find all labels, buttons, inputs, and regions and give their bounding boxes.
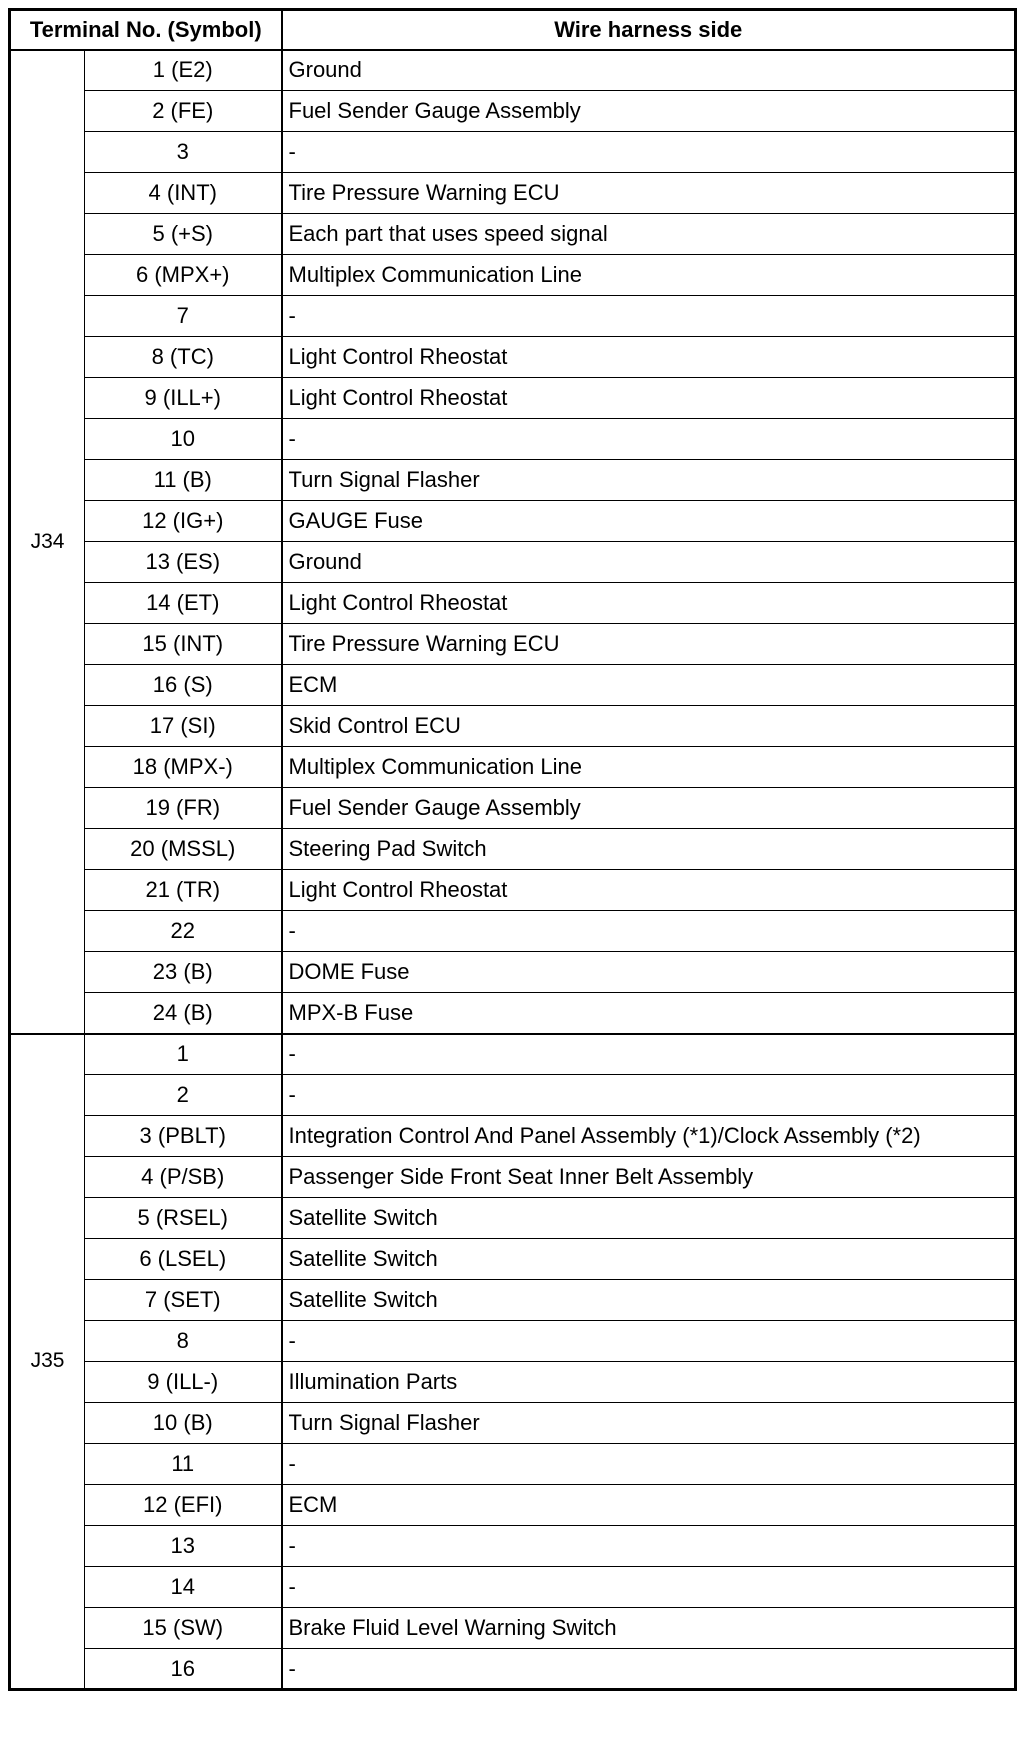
- terminal-cell: 15 (INT): [85, 624, 282, 665]
- wire-harness-cell: Integration Control And Panel Assembly (*1)/Clock Assembly (*2): [282, 1116, 1016, 1157]
- wire-harness-cell: Each part that uses speed signal: [282, 214, 1016, 255]
- table-row: [10, 132, 1016, 173]
- wire-harness-cell: -: [282, 296, 1016, 337]
- wire-harness-cell: Skid Control ECU: [282, 706, 1016, 747]
- terminal-cell: 1 (E2): [85, 50, 282, 91]
- wire-harness-cell: Steering Pad Switch: [282, 829, 1016, 870]
- terminal-cell: 14: [85, 1567, 282, 1608]
- wire-harness-cell: Ground: [282, 542, 1016, 583]
- connector-cell: J35: [10, 1034, 85, 1690]
- terminal-cell: 13: [85, 1526, 282, 1567]
- table-row: [10, 214, 1016, 255]
- terminal-cell: 1: [85, 1034, 282, 1075]
- table-row: [10, 1198, 1016, 1239]
- terminal-cell: 21 (TR): [85, 870, 282, 911]
- terminal-cell: 19 (FR): [85, 788, 282, 829]
- wire-harness-cell: Satellite Switch: [282, 1198, 1016, 1239]
- connector-group-j34: [10, 50, 1016, 1034]
- terminal-cell: 16: [85, 1649, 282, 1690]
- terminal-cell: 2: [85, 1075, 282, 1116]
- wire-harness-cell: -: [282, 1649, 1016, 1690]
- wire-harness-cell: Ground: [282, 50, 1016, 91]
- terminal-cell: 10 (B): [85, 1403, 282, 1444]
- wire-harness-column-header: Wire harness side: [282, 10, 1016, 50]
- terminal-cell: 22: [85, 911, 282, 952]
- terminal-cell: 13 (ES): [85, 542, 282, 583]
- terminal-cell: 4 (P/SB): [85, 1157, 282, 1198]
- table-row: [10, 1649, 1016, 1690]
- table-row: [10, 1485, 1016, 1526]
- wire-harness-cell: Brake Fluid Level Warning Switch: [282, 1608, 1016, 1649]
- terminal-cell: 6 (MPX+): [85, 255, 282, 296]
- wire-harness-cell: -: [282, 1321, 1016, 1362]
- table-row: [10, 624, 1016, 665]
- wire-harness-cell: Turn Signal Flasher: [282, 460, 1016, 501]
- terminal-cell: 18 (MPX-): [85, 747, 282, 788]
- terminal-cell: 8: [85, 1321, 282, 1362]
- wire-harness-cell: MPX-B Fuse: [282, 993, 1016, 1034]
- wire-harness-cell: Fuel Sender Gauge Assembly: [282, 91, 1016, 132]
- table-row: [10, 1116, 1016, 1157]
- terminal-cell: 12 (EFI): [85, 1485, 282, 1526]
- wire-harness-cell: Turn Signal Flasher: [282, 1403, 1016, 1444]
- terminal-cell: 24 (B): [85, 993, 282, 1034]
- terminal-cell: 10: [85, 419, 282, 460]
- table-row: [10, 1239, 1016, 1280]
- table-row: [10, 993, 1016, 1034]
- table-row: [10, 706, 1016, 747]
- terminal-column-header: Terminal No. (Symbol): [10, 10, 282, 50]
- table-row: [10, 1157, 1016, 1198]
- table-row: [10, 50, 1016, 91]
- wire-harness-cell: ECM: [282, 1485, 1016, 1526]
- table-row: [10, 952, 1016, 993]
- terminal-cell: 11 (B): [85, 460, 282, 501]
- wire-harness-cell: -: [282, 1526, 1016, 1567]
- table-row: [10, 296, 1016, 337]
- terminal-table: [8, 8, 1017, 1691]
- terminal-cell: 5 (RSEL): [85, 1198, 282, 1239]
- table-row: [10, 583, 1016, 624]
- terminal-cell: 8 (TC): [85, 337, 282, 378]
- terminal-cell: 6 (LSEL): [85, 1239, 282, 1280]
- table-row: [10, 460, 1016, 501]
- terminal-cell: 7: [85, 296, 282, 337]
- table-row: [10, 1280, 1016, 1321]
- table-row: [10, 829, 1016, 870]
- wire-harness-cell: Tire Pressure Warning ECU: [282, 173, 1016, 214]
- terminal-cell: 23 (B): [85, 952, 282, 993]
- terminal-cell: 3 (PBLT): [85, 1116, 282, 1157]
- wire-harness-cell: DOME Fuse: [282, 952, 1016, 993]
- wire-harness-cell: -: [282, 1034, 1016, 1075]
- table-row: [10, 665, 1016, 706]
- terminal-cell: 20 (MSSL): [85, 829, 282, 870]
- table-row: [10, 1608, 1016, 1649]
- table-row: [10, 378, 1016, 419]
- terminal-cell: 11: [85, 1444, 282, 1485]
- table-row: [10, 870, 1016, 911]
- wire-harness-cell: Light Control Rheostat: [282, 337, 1016, 378]
- table-row: [10, 419, 1016, 460]
- terminal-cell: 4 (INT): [85, 173, 282, 214]
- table-row: [10, 1034, 1016, 1075]
- terminal-cell: 14 (ET): [85, 583, 282, 624]
- wire-harness-cell: -: [282, 132, 1016, 173]
- terminal-cell: 15 (SW): [85, 1608, 282, 1649]
- wire-harness-cell: -: [282, 1075, 1016, 1116]
- table-row: [10, 173, 1016, 214]
- table-row: [10, 1362, 1016, 1403]
- wire-harness-cell: ECM: [282, 665, 1016, 706]
- table-row: [10, 1075, 1016, 1116]
- wire-harness-cell: Illumination Parts: [282, 1362, 1016, 1403]
- terminal-cell: 16 (S): [85, 665, 282, 706]
- table-row: [10, 255, 1016, 296]
- terminal-cell: 2 (FE): [85, 91, 282, 132]
- terminal-cell: 3: [85, 132, 282, 173]
- wire-harness-cell: Satellite Switch: [282, 1239, 1016, 1280]
- wire-harness-cell: Light Control Rheostat: [282, 378, 1016, 419]
- table-row: [10, 1321, 1016, 1362]
- connector-cell: J34: [10, 50, 85, 1034]
- table-row: [10, 747, 1016, 788]
- terminal-cell: 7 (SET): [85, 1280, 282, 1321]
- wire-harness-cell: Tire Pressure Warning ECU: [282, 624, 1016, 665]
- table-row: [10, 501, 1016, 542]
- wire-harness-cell: GAUGE Fuse: [282, 501, 1016, 542]
- table-header: [10, 10, 1016, 50]
- table-row: [10, 337, 1016, 378]
- wire-harness-cell: -: [282, 1567, 1016, 1608]
- wire-harness-cell: Passenger Side Front Seat Inner Belt Assembly: [282, 1157, 1016, 1198]
- wire-harness-cell: -: [282, 419, 1016, 460]
- terminal-cell: 12 (IG+): [85, 501, 282, 542]
- wire-harness-cell: Light Control Rheostat: [282, 583, 1016, 624]
- wire-harness-cell: Multiplex Communication Line: [282, 255, 1016, 296]
- table-row: [10, 91, 1016, 132]
- terminal-cell: 17 (SI): [85, 706, 282, 747]
- table-row: [10, 1444, 1016, 1485]
- wire-harness-cell: -: [282, 1444, 1016, 1485]
- wire-harness-cell: Light Control Rheostat: [282, 870, 1016, 911]
- table-row: [10, 788, 1016, 829]
- table-row: [10, 542, 1016, 583]
- connector-group-j35: [10, 1034, 1016, 1690]
- header-row: [10, 10, 1016, 50]
- wire-harness-cell: Multiplex Communication Line: [282, 747, 1016, 788]
- terminal-cell: 9 (ILL+): [85, 378, 282, 419]
- terminal-cell: 9 (ILL-): [85, 1362, 282, 1403]
- terminal-cell: 5 (+S): [85, 214, 282, 255]
- wire-harness-cell: -: [282, 911, 1016, 952]
- table-row: [10, 1567, 1016, 1608]
- wire-harness-cell: Satellite Switch: [282, 1280, 1016, 1321]
- table-row: [10, 1403, 1016, 1444]
- table-row: [10, 1526, 1016, 1567]
- table-row: [10, 911, 1016, 952]
- wire-harness-cell: Fuel Sender Gauge Assembly: [282, 788, 1016, 829]
